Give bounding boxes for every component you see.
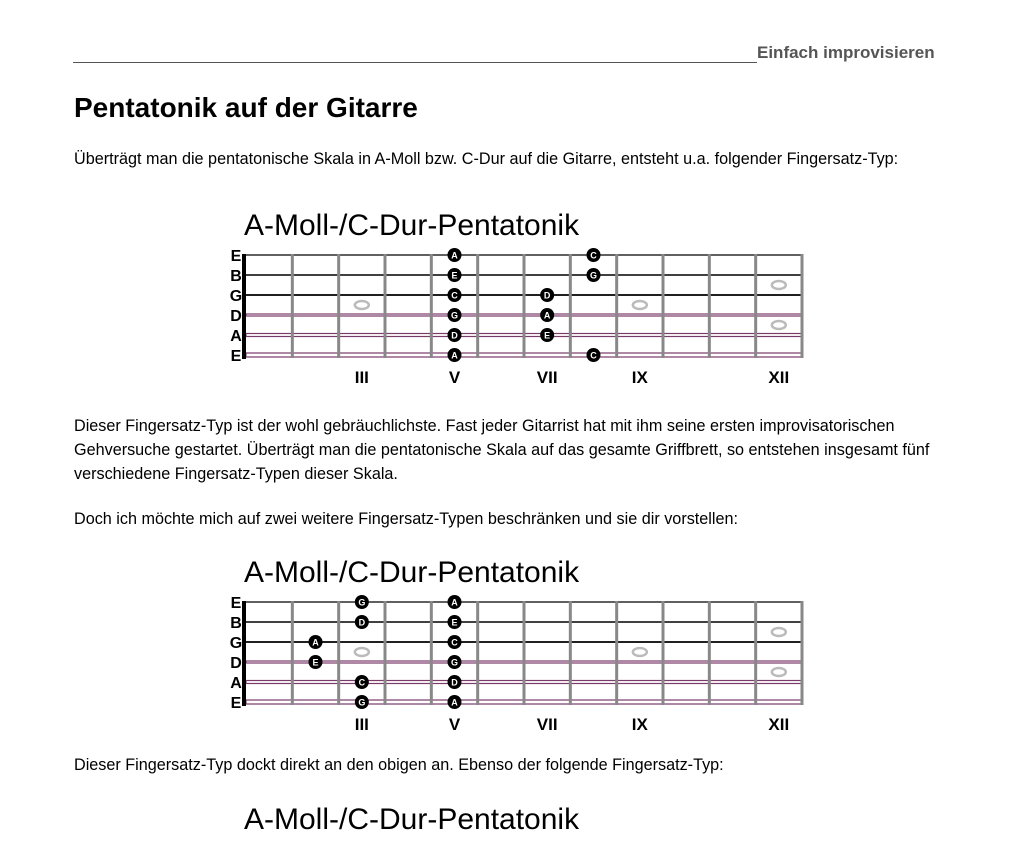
string-label: E <box>230 348 242 365</box>
string-label: D <box>230 308 242 325</box>
paragraph-intro: Überträgt man die pentatonische Skala in A-Moll bzw. C-Dur auf die Gitarre, entsteht u.a. folgender Fingersatz-Typ: <box>74 150 899 168</box>
note-label: A <box>451 250 458 261</box>
diagram-title: A-Moll-/C-Dur-Pentatonik <box>244 556 580 589</box>
fret-inlay <box>355 301 369 309</box>
paragraph-transition: Doch ich möchte mich auf zwei weitere Fingersatz-Typen beschränken und sie dir vorstellen: <box>74 510 738 528</box>
note-label: G <box>589 270 598 281</box>
string-label: A <box>230 675 242 692</box>
string-label: A <box>230 328 242 345</box>
fret-number-label: XII <box>768 368 790 387</box>
note-label: E <box>312 657 319 668</box>
string-label: G <box>229 635 243 652</box>
fret-inlay <box>355 648 369 656</box>
header-title: Einfach improvisieren <box>757 43 935 62</box>
note-label: A <box>451 697 458 708</box>
fret-number-label: XII <box>768 715 790 734</box>
note-label: D <box>451 330 458 341</box>
note-label: G <box>358 697 366 708</box>
nut <box>242 601 246 706</box>
fret-inlay <box>772 668 786 676</box>
fretboard-svg-1 <box>222 203 822 398</box>
diagram-title: A-Moll-/C-Dur-Pentatonik <box>244 209 580 242</box>
string-label: E <box>230 248 242 265</box>
fret-inlay <box>772 628 786 636</box>
fret-number-label: V <box>448 715 461 734</box>
fretboard-diagram-1 <box>222 203 822 398</box>
fretboard-diagram-2 <box>222 550 822 745</box>
fretboard-svg-3 <box>222 797 822 841</box>
fret-number-label: III <box>354 715 369 734</box>
note-label: C <box>590 250 597 261</box>
string-label: B <box>230 268 242 285</box>
note-label: C <box>590 350 597 361</box>
note-label: C <box>451 290 458 301</box>
fret-number-label: III <box>354 368 369 387</box>
page-title: Pentatonik auf der Gitarre <box>74 92 418 123</box>
note-label: D <box>358 617 366 628</box>
note-label: D <box>451 677 458 688</box>
nut <box>242 254 246 359</box>
note-label: E <box>451 617 458 628</box>
paragraph-docking: Dieser Fingersatz-Typ dockt direkt an den obigen an. Ebenso der folgende Fingersatz-Typ: <box>74 756 724 774</box>
fret-number-label: IX <box>631 715 648 734</box>
note-label: G <box>358 597 366 608</box>
note-label: G <box>450 310 459 321</box>
string-label: E <box>230 695 242 712</box>
fret-inlay <box>772 321 786 329</box>
string-label: B <box>230 615 242 632</box>
note-label: C <box>358 677 366 688</box>
fret-inlay <box>633 301 647 309</box>
paragraph-description: Dieser Fingersatz-Typ ist der wohl gebräuchlichste. Fast jeder Gitarrist hat mit ihm seine ersten improvisatorischen Gehversuche gestartet. Überträgt man die pentatonische Skala auf das gesamte Griffbrett, so entstehen insgesamt fünf verschiedene Fingersatz-Typen dieser Skala. <box>74 417 930 483</box>
fret-inlay <box>633 648 647 656</box>
string-label: E <box>230 595 242 612</box>
note-label: A <box>451 350 458 361</box>
note-label: E <box>544 330 551 341</box>
string-label: D <box>230 655 242 672</box>
fret-number-label: IX <box>631 368 648 387</box>
fret-inlay <box>772 281 786 289</box>
fret-number-label: VII <box>536 715 558 734</box>
note-label: A <box>312 637 319 648</box>
note-label: A <box>451 597 458 608</box>
note-label: A <box>543 310 551 321</box>
fret-number-label: VII <box>536 368 558 387</box>
note-label: C <box>451 637 458 648</box>
note-label: E <box>451 270 458 281</box>
fret-number-label: V <box>448 368 461 387</box>
fretboard-diagram-3 <box>222 797 822 841</box>
string-label: G <box>229 288 243 305</box>
fretboard-svg-2 <box>222 550 822 745</box>
diagram-title: A-Moll-/C-Dur-Pentatonik <box>244 803 580 836</box>
note-label: D <box>543 290 551 301</box>
header-rule <box>73 62 757 63</box>
note-label: G <box>450 657 459 668</box>
